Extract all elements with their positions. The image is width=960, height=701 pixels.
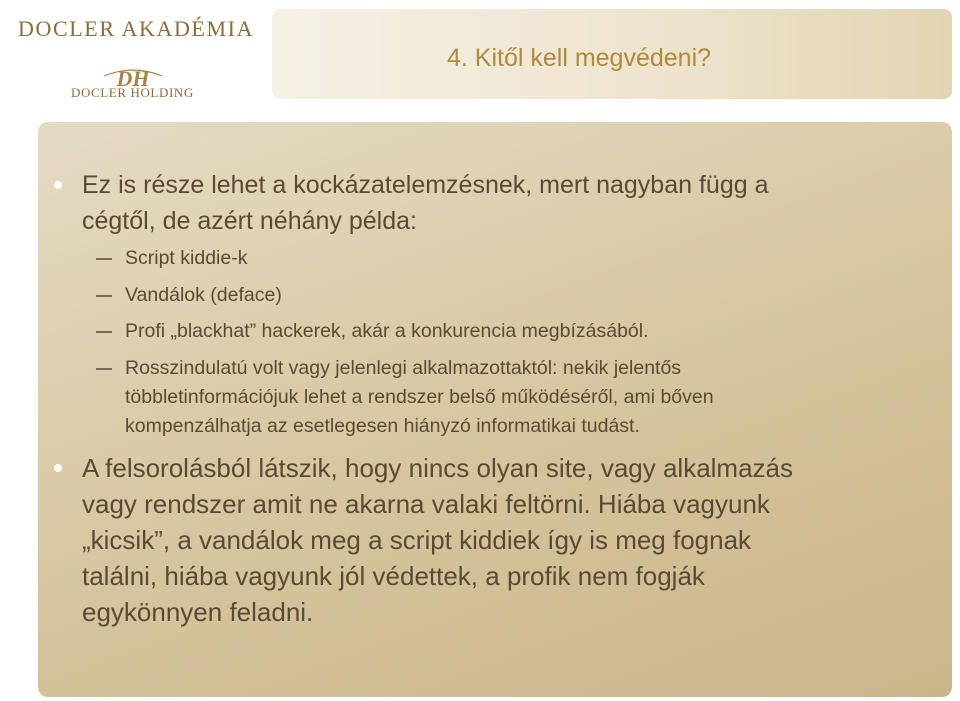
sub-bullet-text-line: Rosszindulatú volt vagy jelenlegi alkalmazottaktól: nekik jelentős bbox=[125, 357, 682, 379]
bullet-text-line: Ez is része lehet a kockázatelemzésnek, mert nagyban függ a bbox=[82, 171, 769, 199]
sub-bullet-text-line: többletinformációjuk lehet a rendszer belső működéséről, ami bőven bbox=[125, 386, 714, 408]
bullet-dot bbox=[54, 181, 62, 189]
sub-bullet-text-line: Script kiddie-k bbox=[125, 247, 248, 269]
slide-title: 4. Kitől kell megvédeni? bbox=[447, 44, 712, 72]
dash-bullet bbox=[96, 331, 112, 333]
bullet-text-line: A felsorolásból látszik, hogy nincs olyan site, vagy alkalmazás bbox=[82, 453, 794, 483]
bullet-text-line: vagy rendszer amit ne akarna valaki feltörni. Hiába vagyunk bbox=[82, 489, 770, 519]
sub-bullet-text-line: Profi „blackhat” hackerek, akár a konkurencia megbízásából. bbox=[125, 320, 649, 342]
sub-bullet-text-line: Vandálok (deface) bbox=[125, 284, 282, 306]
logo-subtitle: DOCLER HOLDING bbox=[71, 85, 194, 100]
logo-mark-text: DH bbox=[116, 66, 150, 90]
bullet-dot bbox=[54, 464, 62, 472]
bullet-text-line: találni, hiába vagyunk jól védettek, a profik nem fogják bbox=[82, 561, 705, 591]
bullet-text-line: egykönnyen feladni. bbox=[82, 597, 314, 627]
dash-bullet bbox=[96, 295, 112, 297]
docler-akademia-logo bbox=[14, 12, 264, 102]
bullet-text-line: cégtől, de azért néhány példa: bbox=[82, 207, 417, 235]
logo-title: DOCLER AKADÉMIA bbox=[18, 16, 255, 41]
bullet-text-line: „kicsik”, a vandálok meg a script kiddiek így is meg fognak bbox=[82, 525, 752, 555]
sub-bullet-text-line: kompenzálhatja az esetlegesen hiányzó informatikai tudást. bbox=[125, 415, 640, 437]
dash-bullet bbox=[96, 258, 112, 260]
dash-bullet bbox=[96, 368, 112, 370]
